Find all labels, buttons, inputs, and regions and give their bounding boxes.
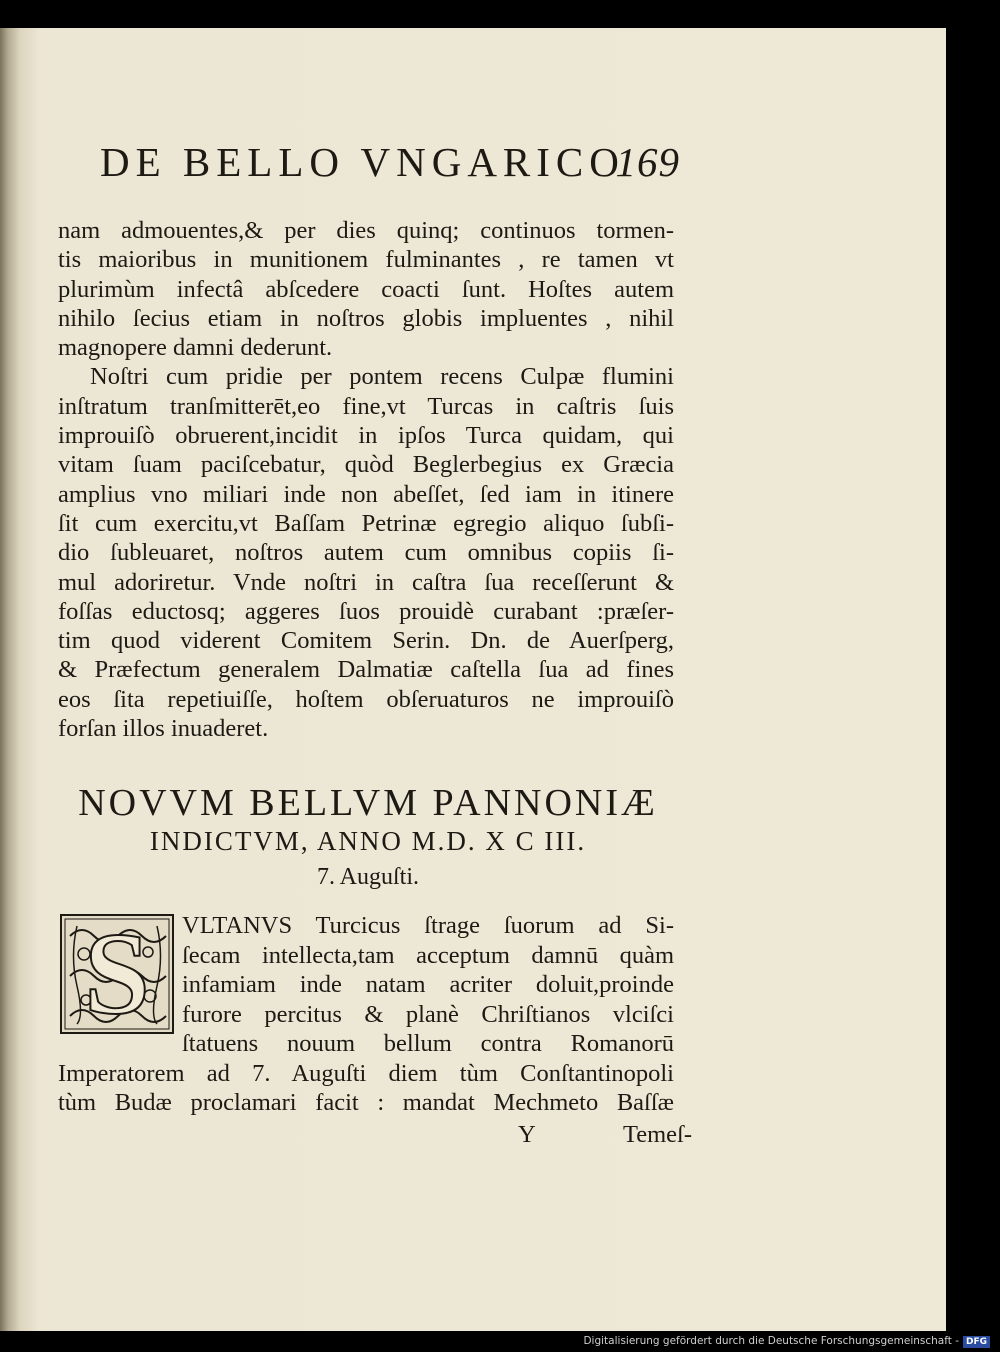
- text-line: tùm Budæ proclamari facit : mandat Mechmeto Baſſæ: [58, 1089, 674, 1116]
- section-heading-line-2: INDICTVM, ANNO M.D. X C III.: [149, 826, 587, 856]
- text-line: vitam ſuam paciſcebatur, quòd Beglerbegius ex Græcia: [58, 451, 674, 479]
- text-line: tis maioribus in munitionem fulminantes , re tamen vt: [58, 246, 674, 274]
- text-line: inſtratum tranſmitterēt,eo fine,vt Turcas in caſtris ſuis: [58, 392, 674, 420]
- main-text: [58, 216, 674, 743]
- book-page: [0, 28, 946, 1331]
- footer-text: Digitalisierung gefördert durch die Deutsche Forschungsgemeinschaft -: [583, 1335, 959, 1347]
- text-line: infamiam inde natam acriter doluit,proinde: [182, 971, 674, 998]
- section-heading: [58, 783, 678, 895]
- text-line: dio ſubleuaret, noſtros autem cum omnibus copiis ſi-: [58, 539, 674, 567]
- initial-letter: S: [84, 908, 150, 1039]
- text-line: amplius vno miliari inde non abeſſet, ſed iam in itinere: [58, 480, 674, 508]
- catchword: Temeſ-: [623, 1121, 693, 1148]
- text-line: nam admouentes,& per dies quinq; continuos tormen-: [58, 217, 674, 244]
- text-line: foſſas eductosq; aggeres ſuos prouidè curabant :præſer-: [58, 597, 674, 625]
- text-line: & Præfectum generalem Dalmatiæ caſtella ſua ad fines: [58, 656, 674, 684]
- text-line: tim quod viderent Comitem Serin. Dn. de Auerſperg,: [58, 627, 674, 655]
- running-head-title: DE BELLO VNGARICO: [100, 139, 625, 185]
- text-line: ſit cum exercitu,vt Baſſam Petrinæ egregio aliquo ſubſi-: [58, 509, 674, 537]
- section-heading-line-1: NOVVM BELLVM PANNONIÆ: [78, 782, 658, 824]
- signature-mark: Y: [518, 1121, 536, 1148]
- running-head: [100, 138, 680, 186]
- text-line: plurimùm infectâ abſcedere coacti ſunt. Hoſtes autem: [58, 275, 674, 303]
- text-line: forſan illos inuaderet.: [58, 715, 269, 743]
- text-line: improuiſò obruerent,incidit in ipſos Turca quidam, qui: [58, 422, 674, 450]
- text-line: furore percitus & planè Chriſtianos vlciſci: [182, 1000, 674, 1028]
- dropcap-paragraph: [58, 908, 674, 1118]
- text-line: magnopere damni dederunt.: [58, 334, 333, 362]
- text-line: mul adoriretur. Vnde noſtri in caſtra ſua receſſerunt &: [58, 568, 674, 596]
- text-line: nihilo ſecius etiam in noſtros globis impluentes , nihil: [58, 304, 674, 332]
- text-line: ſtatuens nouum bellum contra Romanorū: [182, 1030, 674, 1057]
- text-line: ſecam intellecta,tam acceptum damnū quàm: [182, 941, 674, 969]
- dfg-logo: DFG: [963, 1336, 990, 1348]
- text-line: Noſtri cum pridie per pontem recens Culpæ flumini: [90, 363, 674, 391]
- text-line: eos ſita repetiuiſſe, hoſtem obſeruaturos ne improuiſò: [58, 685, 674, 713]
- page-number: 169: [615, 139, 680, 185]
- text-line: VLTANVS Turcicus ſtrage ſuorum ad Si-: [182, 912, 674, 939]
- section-heading-date: 7. Auguſti.: [316, 864, 419, 890]
- footer-credit: [583, 1335, 990, 1348]
- text-line: Imperatorem ad 7. Auguſti diem tùm Conſtantinopoli: [58, 1059, 674, 1087]
